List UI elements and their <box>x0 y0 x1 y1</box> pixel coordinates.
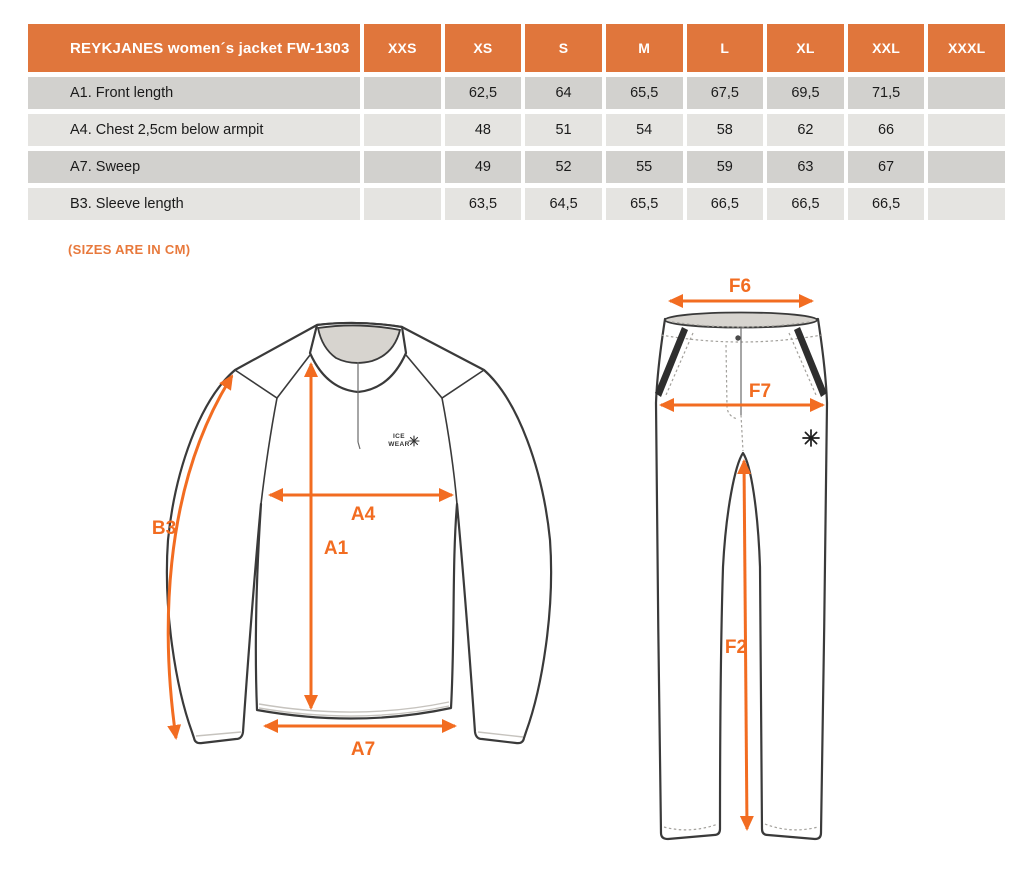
value-cell: 66,5 <box>767 188 844 220</box>
table-header-row <box>28 24 1005 72</box>
value-cell: 51 <box>525 114 602 146</box>
table-row-chest <box>28 114 1005 146</box>
sizes-unit-note: (SIZES ARE IN CM) <box>68 242 191 257</box>
value-cell: 64 <box>525 77 602 109</box>
row-label: A7. Sweep <box>28 151 360 183</box>
size-header-xxs: XXS <box>364 24 441 72</box>
table-row-front-length <box>28 77 1005 109</box>
value-cell: 59 <box>687 151 764 183</box>
value-cell: 58 <box>687 114 764 146</box>
a7-measure-arrow <box>265 726 455 760</box>
b3-label: B3 <box>151 518 177 539</box>
f6-label: F6 <box>728 276 752 297</box>
value-cell <box>364 77 441 109</box>
row-label: A4. Chest 2,5cm below armpit <box>28 114 360 146</box>
value-cell: 69,5 <box>767 77 844 109</box>
value-cell <box>928 188 1005 220</box>
value-cell: 65,5 <box>606 188 683 220</box>
value-cell: 54 <box>606 114 683 146</box>
waist-opening <box>665 313 817 328</box>
value-cell: 67 <box>848 151 925 183</box>
size-header-xs: XS <box>445 24 522 72</box>
value-cell: 63,5 <box>445 188 522 220</box>
f6-measure-arrow <box>670 276 812 301</box>
table-row-sweep <box>28 151 1005 183</box>
measurement-diagrams <box>0 270 1033 888</box>
logo-text-line1: ICE <box>392 433 406 440</box>
value-cell: 62,5 <box>445 77 522 109</box>
jacket-diagram <box>152 323 551 760</box>
logo-text-line2: WEAR <box>388 441 410 448</box>
value-cell: 66,5 <box>848 188 925 220</box>
value-cell: 66 <box>848 114 925 146</box>
value-cell <box>928 151 1005 183</box>
a7-label: A7 <box>350 739 376 760</box>
value-cell <box>364 151 441 183</box>
value-cell: 48 <box>445 114 522 146</box>
value-cell: 65,5 <box>606 77 683 109</box>
value-cell: 52 <box>525 151 602 183</box>
value-cell: 63 <box>767 151 844 183</box>
value-cell: 62 <box>767 114 844 146</box>
size-header-l: L <box>687 24 764 72</box>
value-cell: 55 <box>606 151 683 183</box>
value-cell <box>364 114 441 146</box>
f2-label: F2 <box>724 637 748 658</box>
f7-label: F7 <box>748 381 772 402</box>
value-cell <box>928 114 1005 146</box>
size-header-xxxl: XXXL <box>928 24 1005 72</box>
value-cell: 71,5 <box>848 77 925 109</box>
size-table <box>28 24 1005 225</box>
row-label: A1. Front length <box>28 77 360 109</box>
a1-label: A1 <box>323 538 349 559</box>
value-cell <box>928 77 1005 109</box>
snowflake-icon <box>803 430 819 446</box>
table-row-sleeve-length <box>28 188 1005 220</box>
value-cell: 67,5 <box>687 77 764 109</box>
value-cell: 64,5 <box>525 188 602 220</box>
value-cell: 66,5 <box>687 188 764 220</box>
snowflake-icon <box>409 436 419 446</box>
table-title: REYKJANES women´s jacket FW-1303 <box>28 24 360 72</box>
a4-label: A4 <box>350 504 376 525</box>
size-header-s: S <box>525 24 602 72</box>
size-header-xxl: XXL <box>848 24 925 72</box>
row-label: B3. Sleeve length <box>28 188 360 220</box>
value-cell <box>364 188 441 220</box>
pants-diagram <box>655 276 827 839</box>
size-header-m: M <box>606 24 683 72</box>
size-header-xl: XL <box>767 24 844 72</box>
value-cell: 49 <box>445 151 522 183</box>
waist-button <box>735 335 740 340</box>
